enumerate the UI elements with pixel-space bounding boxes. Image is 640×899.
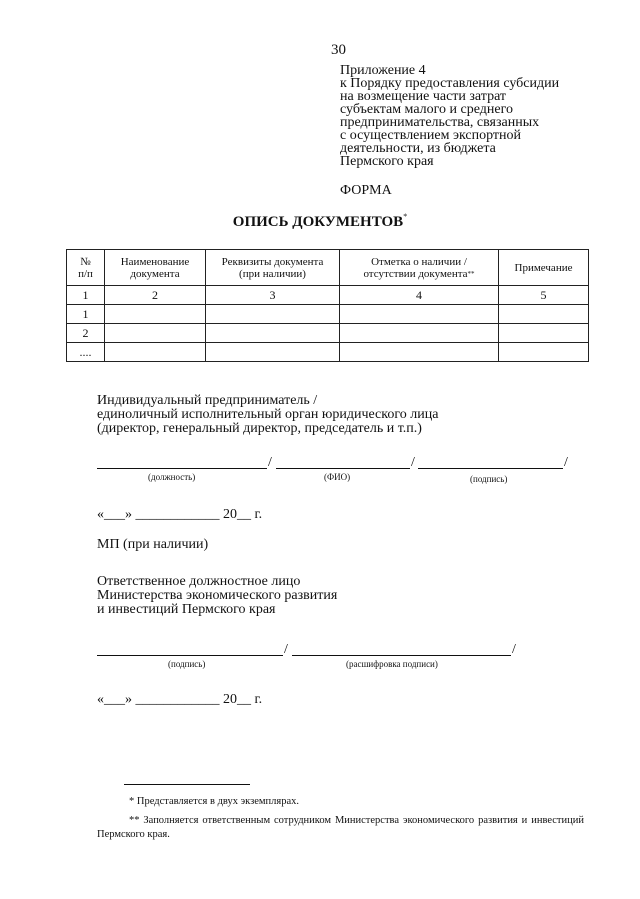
appendix-line: Приложение 4 xyxy=(340,63,426,78)
separator-slash: / xyxy=(512,642,516,657)
table-row xyxy=(67,305,589,324)
row-number-cell: .... xyxy=(67,343,105,362)
document-title xyxy=(0,214,640,231)
official-signature-line xyxy=(97,655,283,656)
official-line: Министерства экономического развития xyxy=(97,588,338,603)
footnote-2: ** Заполняется ответственным сотрудником Министерства экономического развития и инвестиций Пермского края. xyxy=(97,815,584,840)
caption-position: (должность) xyxy=(148,472,196,482)
header-cell-number: № п/п xyxy=(67,250,105,286)
table-cell xyxy=(206,305,340,324)
table-cell xyxy=(105,305,206,324)
table-row xyxy=(67,324,589,343)
table-header-row xyxy=(67,250,589,286)
row-number-cell: 1 xyxy=(67,305,105,324)
caption-name: (ФИО) xyxy=(324,472,351,482)
entity-block xyxy=(97,394,438,436)
documents-table xyxy=(66,249,589,362)
caption-signature-decoding: (расшифровка подписи) xyxy=(346,659,438,669)
table-cell xyxy=(206,343,340,362)
appendix-line: деятельности, из бюджета xyxy=(340,141,496,156)
table-cell xyxy=(499,343,589,362)
table-cell xyxy=(105,324,206,343)
appendix-line: к Порядку предоставления субсидии xyxy=(340,76,560,91)
table-cell xyxy=(340,343,499,362)
table-cell xyxy=(206,324,340,343)
form-label: ФОРМА xyxy=(340,183,392,198)
availability-footnote-mark: ** xyxy=(467,269,475,278)
column-number: 1 xyxy=(67,286,105,305)
column-number: 4 xyxy=(340,286,499,305)
header-cell-requisites: Реквизиты документа (при наличии) xyxy=(206,250,340,286)
signature-line xyxy=(418,468,563,469)
separator-slash: / xyxy=(411,455,415,470)
appendix-line: с осуществлением экспортной xyxy=(340,128,522,143)
table-cell xyxy=(105,343,206,362)
separator-slash: / xyxy=(268,455,272,470)
header-cell-note: Примечание xyxy=(499,250,589,286)
separator-slash: / xyxy=(284,642,288,657)
position-signature-line xyxy=(97,468,267,469)
footnote-1: * Представляется в двух экземплярах. xyxy=(129,796,300,807)
footnote-divider xyxy=(124,784,250,785)
official-decoding-line xyxy=(292,655,511,656)
caption-official-signature: (подпись) xyxy=(168,659,206,669)
header-cell-name: Наименование документа xyxy=(105,250,206,286)
date-line: «___» ____________ 20__ г. xyxy=(97,507,263,522)
title-footnote-mark: * xyxy=(403,212,408,221)
caption-signature: (подпись) xyxy=(470,474,508,484)
official-line: Ответственное должностное лицо xyxy=(97,574,301,589)
appendix-header xyxy=(340,64,610,168)
document-title-text: ОПИСЬ ДОКУМЕНТОВ xyxy=(232,214,404,230)
stamp-label: МП (при наличии) xyxy=(97,537,209,552)
table-cell xyxy=(340,324,499,343)
table-cell xyxy=(499,305,589,324)
appendix-line: на возмещение части затрат xyxy=(340,89,507,104)
page-number: 30 xyxy=(331,42,346,58)
appendix-line: Пермского края xyxy=(340,154,434,169)
column-number: 5 xyxy=(499,286,589,305)
entity-line: Индивидуальный предприниматель / xyxy=(97,393,318,408)
entity-line: единоличный исполнительный орган юридического лица xyxy=(97,407,439,422)
table-row xyxy=(67,343,589,362)
appendix-line: субъектам малого и среднего xyxy=(340,102,513,117)
date-line-2: «___» ____________ 20__ г. xyxy=(97,692,263,707)
entity-line: (директор, генеральный директор, председатель и т.п.) xyxy=(97,421,422,436)
header-cell-availability: Отметка о наличии / отсутствии документа** xyxy=(340,250,499,286)
official-line: и инвестиций Пермского края xyxy=(97,602,276,617)
column-number: 2 xyxy=(105,286,206,305)
table-column-numbers-row xyxy=(67,286,589,305)
official-block xyxy=(97,575,337,617)
column-number: 3 xyxy=(206,286,340,305)
separator-slash: / xyxy=(564,455,568,470)
appendix-line: предпринимательства, связанных xyxy=(340,115,540,130)
table-cell xyxy=(499,324,589,343)
row-number-cell: 2 xyxy=(67,324,105,343)
table-cell xyxy=(340,305,499,324)
name-signature-line xyxy=(276,468,410,469)
